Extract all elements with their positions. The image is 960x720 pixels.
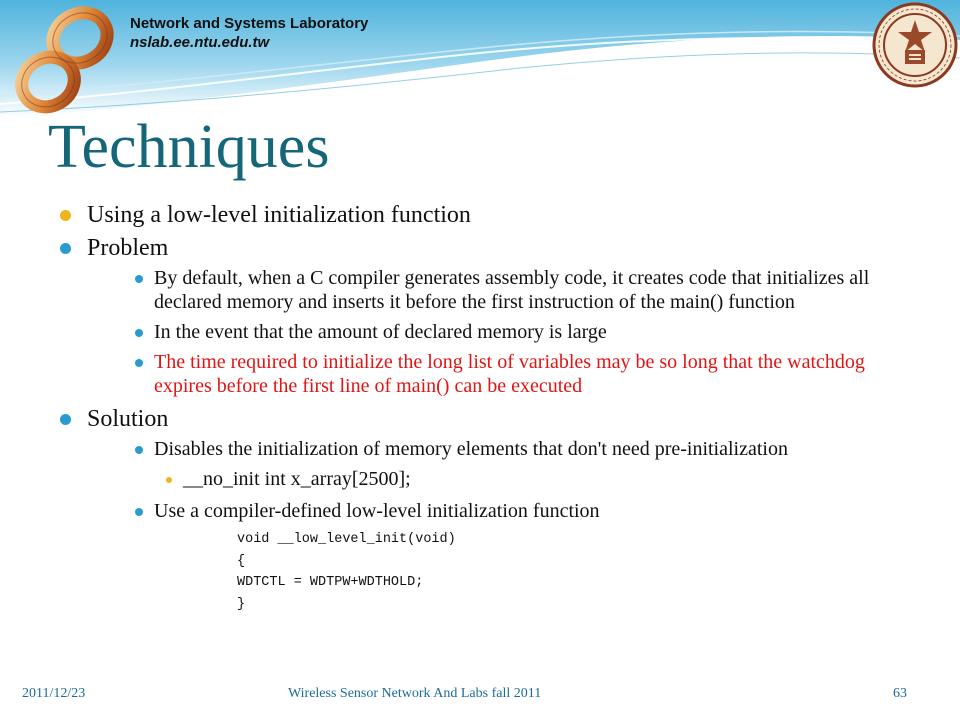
sub-sub-bullet-no-init-example: [164, 467, 900, 491]
sub-bullet-compiler-function: [133, 499, 900, 523]
footer-date: 2011/12/23: [22, 686, 86, 701]
lab-logo: [8, 2, 123, 120]
bullet-text: By default, when a C compiler generates assembly code, it creates code that initializes all declared memory and inserts it before the first instruction of the main() function: [154, 267, 870, 313]
code-line: {: [237, 553, 246, 569]
bullet-dot-icon: [135, 275, 143, 283]
bullet-dot-icon: [166, 477, 172, 483]
bullet-text: The time required to initialize the long list of variables may be so long that the watchdog expires before the first line of main() can be executed: [154, 351, 865, 397]
bullet-dot-icon: [60, 414, 71, 425]
bullet-text: Use a compiler-defined low-level initialization function: [154, 500, 600, 522]
bullet-dot-icon: [135, 446, 143, 454]
bullet-text: In the event that the amount of declared memory is large: [154, 321, 607, 343]
slide-title: Techniques: [48, 113, 330, 181]
bullet-dot-icon: [60, 243, 71, 254]
code-line: void __low_level_init(void): [237, 532, 456, 547]
bullet-text: Using a low-level initialization function: [87, 202, 471, 228]
bullet-item-low-level-init: [60, 200, 900, 230]
code-line: WDTCTL = WDTPW+WDTHOLD;: [237, 575, 424, 590]
code-line: }: [237, 596, 246, 612]
bullet-text: __no_init int x_array[2500];: [183, 468, 411, 490]
university-seal-icon: [872, 2, 958, 88]
bullet-text: Solution: [87, 406, 169, 432]
bullet-text: Disables the initialization of memory elements that don't need pre-initialization: [154, 438, 788, 460]
sub-bullet-large-memory: [133, 320, 900, 344]
lab-url: nslab.ee.ntu.edu.tw: [130, 34, 270, 51]
bullet-dot-icon: [135, 508, 143, 516]
footer-page-number: 63: [893, 686, 907, 701]
bullet-dot-icon: [60, 210, 71, 221]
lab-name: Network and Systems Laboratory: [130, 15, 369, 32]
sub-bullet-disable-init: [133, 437, 900, 461]
slide-body: [60, 200, 900, 615]
footer-course: Wireless Sensor Network And Labs fall 2011: [288, 686, 542, 701]
bullet-item-solution: [60, 404, 900, 434]
bullet-item-problem: [60, 233, 900, 263]
bullet-text: Problem: [87, 235, 169, 261]
sub-bullet-default-behavior: [133, 266, 900, 314]
bullet-dot-icon: [135, 329, 143, 337]
bullet-dot-icon: [135, 359, 143, 367]
code-block: [237, 529, 900, 615]
sub-bullet-watchdog-warning: [133, 350, 900, 398]
